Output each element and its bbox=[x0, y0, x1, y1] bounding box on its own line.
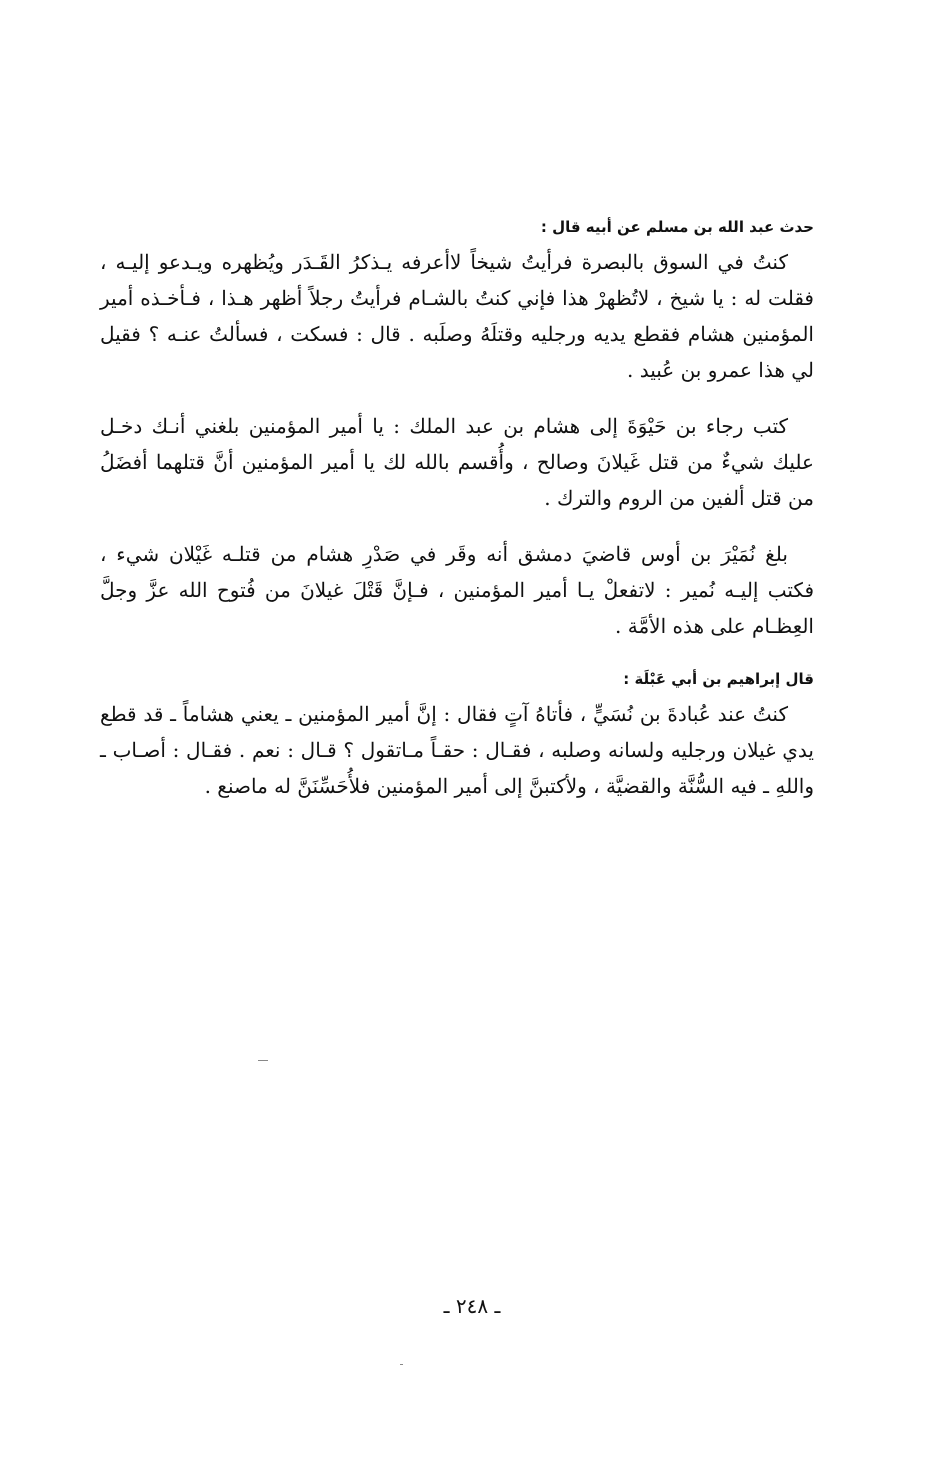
scan-speck bbox=[258, 1060, 268, 1061]
section-3-paragraph: بلغ نُمَيْرَ بن أوس قاضيَ دمشق أنه وقَر في صَدْرِ هشام من قتلـه غَيْلان شيء ، فكتب إليـه نُمير : لاتفعلْ يـا أمير المؤمنين ، فـإنَّ قَتْلَ غيلانَ من فُتوح الله عزَّ وجلَّ العِظـام على هذه الأمَّة . bbox=[100, 542, 814, 638]
section-4-paragraph: كنتُ عند عُبادةَ بن نُسَيٍّ ، فأتاهُ آتٍ فقال : إنَّ أمير المؤمنين ـ يعني هشاماً ـ قد قطع يدي غيلان ورجليه ولسانه وصلبه ، فقـال : حقـاً مـاتقول ؟ قـال : نعم . فقـال : أصـاب ـ واللهِ ـ فيه السُّنَّة والقضيَّة ، ولأكتبنَّ إلى أمير المؤمنين فلأُحَسِّنَنَّ له ماصنع . bbox=[100, 702, 814, 798]
section-2-paragraph: كتب رجاء بن حَيْوَةَ إلى هشام بن عبد الملك : يا أمير المؤمنين بلغني أنـك دخـل عليك شيءٌ من قتل غَيلانَ وصالح ، وأُقسم بالله لك يا أمير المؤمنين أنَّ قتلهما أفضَلُ من قتل ألفين من الروم والترك . bbox=[100, 414, 814, 510]
paragraph-gap bbox=[100, 516, 814, 536]
paragraph-gap bbox=[100, 388, 814, 408]
document-body bbox=[100, 212, 814, 804]
paragraph-gap bbox=[100, 644, 814, 664]
section-1-paragraph: كنتُ في السوق بالبصرة فرأيتُ شيخاً لاأعرفه يـذكرُ القَـدَر ويُظهره ويـدعو إليـه ، فقلت له : يا شيخ ، لاتُظهرْ هذا فإني كنتُ بالشـام فرأيتُ رجلاً أظهر هـذا ، فـأخـذه أمير المؤمنين هشام فقطع يديه ورجليه وقتلَهُ وصلَبه . قال : فسكت ، فسألتُ عنـه ؟ فقيل لي هذا عمرو بن عُبيد . bbox=[100, 250, 814, 382]
section-4-intro: قال إبراهيم بن أبي عَبْلَة : bbox=[623, 670, 814, 688]
page-number: ـ ٢٤٨ ـ bbox=[443, 1294, 501, 1318]
scan-speck bbox=[400, 1364, 403, 1365]
section-1-intro: حدث عبد الله بن مسلم عن أبيه قال : bbox=[540, 218, 814, 236]
